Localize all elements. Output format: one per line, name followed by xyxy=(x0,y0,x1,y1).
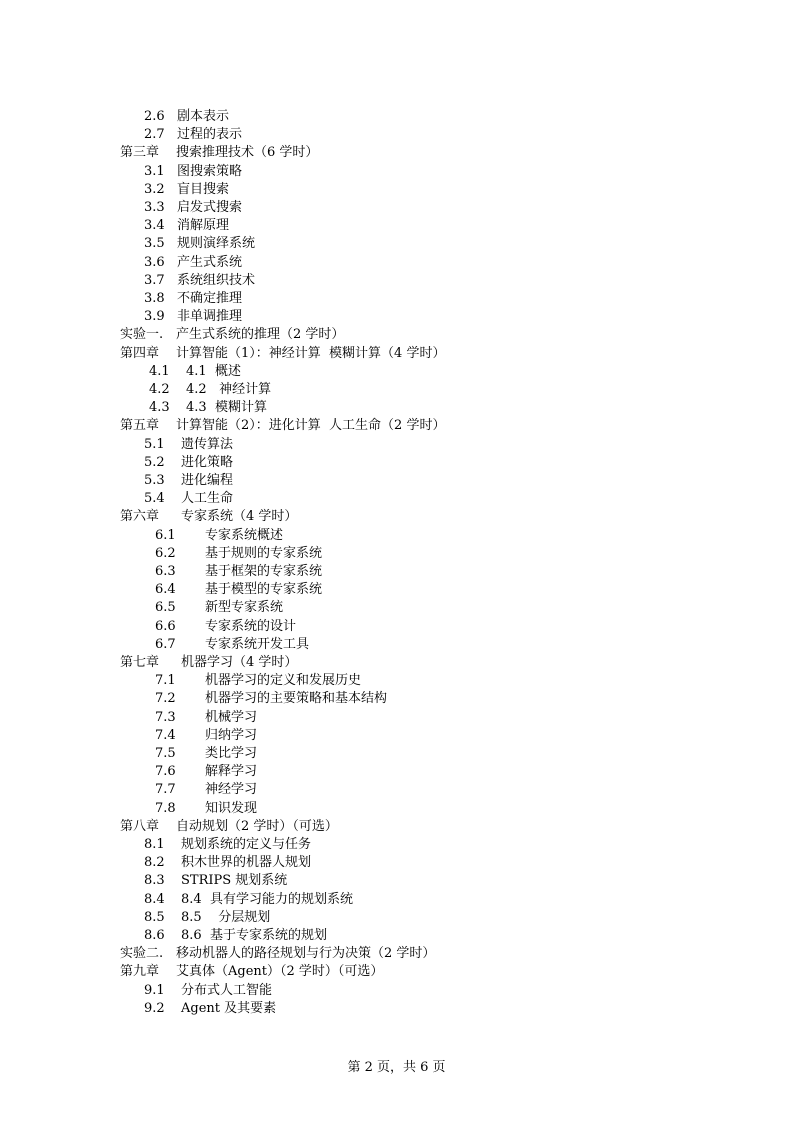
toc-entry-number: 8.1 xyxy=(144,837,165,852)
toc-entry-title: 不确定推理 xyxy=(177,291,243,306)
toc-entry-number: 实验一. xyxy=(120,327,164,343)
toc-entry-number: 第九章 xyxy=(120,964,160,980)
toc-entry-number: 3.8 xyxy=(144,291,165,306)
toc-entry xyxy=(0,163,793,181)
toc-chapter xyxy=(0,818,793,836)
toc-entry-title: 盲目搜索 xyxy=(177,181,230,197)
toc-entry-number: 6.2 xyxy=(155,545,176,561)
toc-entry-title: 剧本表示 xyxy=(177,109,230,124)
toc-entry-number: 8.5 xyxy=(144,909,165,925)
toc-entry-title: 基于框架的专家系统 xyxy=(205,564,323,579)
toc-entry xyxy=(0,527,793,545)
toc-entry xyxy=(0,399,793,417)
toc-entry-title: 系统组织技术 xyxy=(177,272,256,288)
toc-entry-number: 4.3 xyxy=(149,400,170,416)
toc-entry-number: 6.5 xyxy=(155,600,176,616)
toc-entry xyxy=(0,272,793,290)
toc-entry-title: 规则演绎系统 xyxy=(177,236,256,252)
toc-entry xyxy=(0,909,793,927)
toc-entry-number: 第七章 xyxy=(120,655,160,670)
toc-entry-number: 7.2 xyxy=(155,691,176,707)
toc-entry-title: 图搜索策略 xyxy=(177,163,243,179)
toc-entry xyxy=(0,618,793,636)
toc-entry-title: 人工生命 xyxy=(181,491,234,507)
toc-entry xyxy=(0,472,793,490)
toc-entry xyxy=(0,836,793,854)
toc-entry-number: 6.7 xyxy=(155,636,176,652)
toc-entry-title: 积木世界的机器人规划 xyxy=(181,855,312,871)
toc-entry-title: 专家系统（4 学时） xyxy=(181,509,298,525)
toc-entry xyxy=(0,800,793,818)
toc-entry xyxy=(0,854,793,872)
toc-entry-title: 归纳学习 xyxy=(205,727,258,743)
toc-entry-title: 自动规划（2 学时）（可选） xyxy=(176,818,338,834)
toc-entry xyxy=(0,545,793,563)
toc-entry-number: 3.9 xyxy=(144,309,165,325)
toc-entry xyxy=(0,636,793,654)
toc-entry-number: 第五章 xyxy=(120,418,160,434)
toc-entry xyxy=(0,181,793,199)
toc-entry xyxy=(0,217,793,235)
toc-chapter xyxy=(0,326,793,344)
toc-entry xyxy=(0,982,793,1000)
toc-entry-number: 4.2 xyxy=(149,382,170,397)
toc-entry-title: 4.1 概述 xyxy=(186,363,241,379)
toc-entry-number: 5.1 xyxy=(144,436,165,452)
toc-entry-title: 8.6 基于专家系统的规划 xyxy=(181,928,327,943)
toc-entry xyxy=(0,363,793,381)
toc-entry xyxy=(0,254,793,272)
toc-entry xyxy=(0,126,793,144)
toc-entry-number: 3.3 xyxy=(144,200,165,215)
toc-entry-number: 第四章 xyxy=(120,345,160,361)
toc-entry xyxy=(0,891,793,909)
toc-entry-number: 第八章 xyxy=(120,818,160,834)
toc-entry xyxy=(0,454,793,472)
toc-entry-title: 遗传算法 xyxy=(181,436,234,452)
toc-entry-title: 基于模型的专家系统 xyxy=(205,582,323,598)
toc-entry-number: 3.1 xyxy=(144,163,165,179)
toc-entry xyxy=(0,763,793,781)
toc-entry-title: 机器学习的定义和发展历史 xyxy=(205,673,362,689)
toc-entry-title: 机器学习的主要策略和基本结构 xyxy=(205,691,388,707)
toc-entry-number: 9.2 xyxy=(144,1000,165,1016)
toc-entry-number: 5.3 xyxy=(144,473,165,488)
toc-entry-title: 神经学习 xyxy=(205,782,258,798)
toc-entry-title: 产生式系统 xyxy=(177,254,243,270)
toc-entry-title: 非单调推理 xyxy=(177,309,243,325)
toc-entry-number: 实验二. xyxy=(120,946,164,962)
toc-entry xyxy=(0,1000,793,1018)
toc-entry-title: 知识发现 xyxy=(205,800,258,816)
toc-entry-number: 8.6 xyxy=(144,928,165,943)
toc-entry-title: 分布式人工智能 xyxy=(181,982,273,998)
toc-entry-title: 机器学习（4 学时） xyxy=(181,655,298,670)
toc-entry xyxy=(0,436,793,454)
toc-entry-number: 6.1 xyxy=(155,527,176,543)
toc-entry-title: 过程的表示 xyxy=(177,127,243,143)
toc-entry-title: 专家系统开发工具 xyxy=(205,636,310,652)
toc-entry-number: 3.7 xyxy=(144,272,165,288)
toc-entry-title: 新型专家系统 xyxy=(205,600,284,616)
toc-entry xyxy=(0,290,793,308)
toc-entry-title: STRIPS 规划系统 xyxy=(181,873,288,889)
toc-entry-number: 8.2 xyxy=(144,855,165,871)
toc-entry-title: 4.2 神经计算 xyxy=(186,382,272,397)
toc-entry xyxy=(0,690,793,708)
toc-entry-title: 类比学习 xyxy=(205,746,258,761)
toc-entry-number: 6.4 xyxy=(155,582,176,598)
toc-entry xyxy=(0,745,793,763)
toc-entry-number: 3.4 xyxy=(144,218,165,234)
toc-entry xyxy=(0,709,793,727)
toc-entry-title: 启发式搜索 xyxy=(177,200,243,215)
toc-entry-title: 进化编程 xyxy=(181,473,234,488)
toc-entry-number: 5.2 xyxy=(144,454,165,470)
toc-entry-number: 7.8 xyxy=(155,800,176,816)
toc-entry-title: 移动机器人的路径规划与行为决策（2 学时） xyxy=(176,946,436,962)
toc-entry-number: 9.1 xyxy=(144,982,165,998)
toc-entry-number: 7.1 xyxy=(155,673,176,689)
toc-entry-number: 第三章 xyxy=(120,145,160,161)
toc-entry-number: 2.6 xyxy=(144,109,165,124)
toc-entry-number: 3.2 xyxy=(144,181,165,197)
toc-entry-title: 计算智能（2）：进化计算 人工生命（2 学时） xyxy=(176,418,446,434)
toc-entry-number: 5.4 xyxy=(144,491,165,507)
toc-entry-title: 机械学习 xyxy=(205,709,258,725)
toc-entry-number: 6.6 xyxy=(155,618,176,634)
toc-entry-number: 6.3 xyxy=(155,564,176,579)
toc-entry-number: 3.5 xyxy=(144,236,165,252)
toc-entry-number: 7.5 xyxy=(155,746,176,761)
toc-entry-title: 进化策略 xyxy=(181,454,234,470)
toc-entry-title: 消解原理 xyxy=(177,218,230,234)
toc-entry-number: 7.3 xyxy=(155,709,176,725)
toc-entry-title: 规划系统的定义与任务 xyxy=(181,837,312,852)
toc-entry-title: 产生式系统的推理（2 学时） xyxy=(176,327,345,343)
toc-entry-title: 4.3 模糊计算 xyxy=(186,400,267,416)
toc-entry-number: 第六章 xyxy=(120,509,160,525)
toc-entry xyxy=(0,599,793,617)
toc-entry-title: 解释学习 xyxy=(205,764,258,780)
toc-entry-number: 2.7 xyxy=(144,127,165,143)
toc-entry xyxy=(0,927,793,945)
toc-entry xyxy=(0,308,793,326)
toc-entry xyxy=(0,199,793,217)
toc-entry-number: 7.6 xyxy=(155,764,176,780)
toc-chapter xyxy=(0,417,793,435)
toc-chapter xyxy=(0,144,793,162)
toc-entry xyxy=(0,872,793,890)
toc-chapter xyxy=(0,654,793,672)
toc-chapter xyxy=(0,345,793,363)
toc-entry xyxy=(0,563,793,581)
toc-entry-number: 7.4 xyxy=(155,727,176,743)
toc-chapter xyxy=(0,945,793,963)
toc-entry-number: 8.4 xyxy=(144,891,165,907)
toc-entry-number: 4.1 xyxy=(149,363,170,379)
toc-entry-title: 基于规则的专家系统 xyxy=(205,545,323,561)
toc-entry xyxy=(0,672,793,690)
toc-entry xyxy=(0,781,793,799)
toc-entry xyxy=(0,581,793,599)
toc-entry-title: 搜索推理技术（6 学时） xyxy=(176,145,319,161)
toc-entry-title: 8.5 分层规划 xyxy=(181,909,271,925)
toc-entry-number: 8.3 xyxy=(144,873,165,889)
toc-entry-title: 8.4 具有学习能力的规划系统 xyxy=(181,891,353,907)
toc-entry xyxy=(0,235,793,253)
toc-entry-title: 计算智能（1）：神经计算 模糊计算（4 学时） xyxy=(176,345,446,361)
toc-chapter xyxy=(0,508,793,526)
toc-entry-number: 7.7 xyxy=(155,782,176,798)
toc-entry-title: 专家系统的设计 xyxy=(205,618,297,634)
toc-entry xyxy=(0,381,793,399)
toc-entry xyxy=(0,108,793,126)
toc-entry-title: Agent 及其要素 xyxy=(181,1000,277,1016)
toc-entry xyxy=(0,490,793,508)
toc-entry-title: 艾真体（Agent）（2 学时）（可选） xyxy=(176,964,384,980)
toc-entry xyxy=(0,727,793,745)
toc-chapter xyxy=(0,963,793,981)
page-footer: 第 2 页，共 6 页 xyxy=(347,1060,446,1075)
toc-entry-title: 专家系统概述 xyxy=(205,527,284,543)
toc-entry-number: 3.6 xyxy=(144,254,165,270)
